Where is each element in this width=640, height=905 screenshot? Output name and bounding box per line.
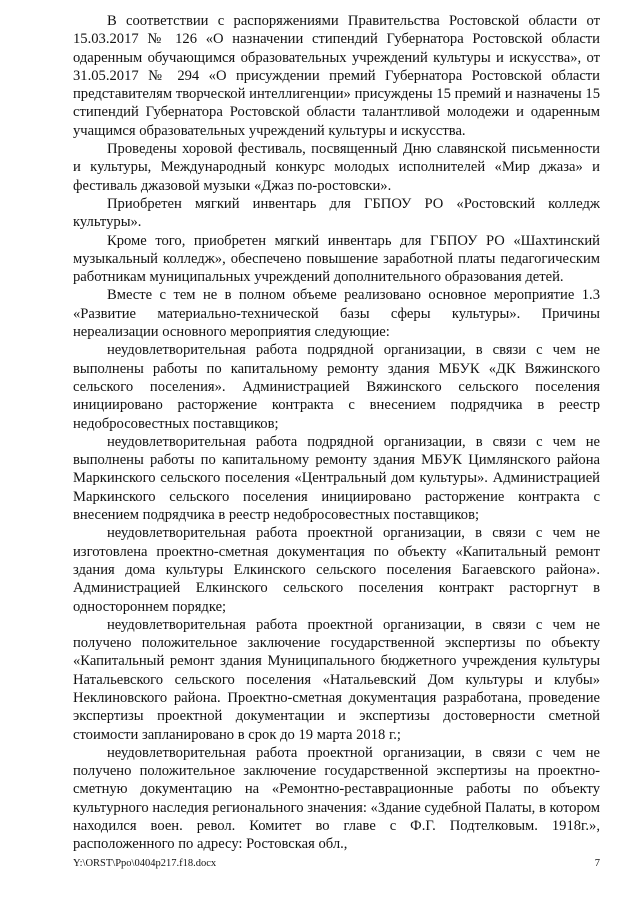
paragraph-shakhty-college: Кроме того, приобретен мягкий инвентарь для ГБПОУ РО «Шахтинский музыкальный колледж», обеспечено повышение заработной платы педагогическим работникам муниципальных учреждений дополнительного образования детей. [73, 232, 600, 286]
paragraph-reason-natalyevsky: неудовлетворительная работа проектной организации, в связи с чем не получено положительное заключение государственной экспертизы по объекту «Капитальный ремонт здания Муниципального бюджетного учреждения культуры Натальевского сельского поселения «Натальевский Дом культуры и клубы» Неклиновского района. Проектно-сметная документация разработана, проведение экспертизы проектной документации и экспертизы достоверности сметной стоимости запланировано в срок до 19 марта 2018 г.; [73, 616, 600, 743]
paragraph-reason-markinsky: неудовлетворительная работа подрядной организации, в связи с чем не выполнены работы по капитальному ремонту здания МБУК Цимлянского района Маркинского сельского поселения «Центральный дом культуры». Администрацией Маркинского сельского поселения инициировано расторжение контракта с внесением подрядчика в реестр недобросовестных поставщиков; [73, 433, 600, 524]
paragraph-scholarships: В соответствии с распоряжениями Правительства Ростовской области от 15.03.2017 № 126 «О назначении стипендий Губернатора Ростовской области одаренным обучающимся образовательных учреждений культуры и искусства», от 31.05.2017 № 294 «О присуждении премий Губернатора Ростовской области представителям творческой интеллигенции» присуждены 15 премий и назначены 15 стипендий Губернатора Ростовской области талантливой молодежи и одаренным учащимся образовательных учреждений культуры и искусства. [73, 13, 600, 139]
paragraph-not-implemented: Вместе с тем не в полном объеме реализовано основное мероприятие 1.3 «Развитие материально-технической базы сферы культуры». Причины нереализации основного мероприятия следующие: [73, 287, 600, 341]
document-body [73, 12, 600, 854]
page-footer [73, 857, 600, 870]
paragraph-rostov-college: Приобретен мягкий инвентарь для ГБПОУ РО «Ростовский колледж культуры». [73, 195, 600, 231]
footer-file-path: Y:\ORST\Ppo\0404p217.f18.docx [73, 858, 217, 869]
paragraph-festivals: Проведены хоровой фестиваль, посвященный Дню славянской письменности и культуры, Международный конкурс молодых исполнителей «Мир джаза» и фестиваль джазовой музыки «Джаз по-ростовски». [73, 141, 600, 194]
paragraph-reason-court-chamber: неудовлетворительная работа проектной организации, в связи с чем не получено положительное заключение государственной экспертизы на проектно-сметную документацию на «Ремонтно-реставрационные работы по объекту культурного наследия регионального значения: «Здание судебной Палаты, в котором находился воен. револ. Комитет во главе с Ф.Г. Подтелковым. 1918г.», расположенного по адресу: Ростовская обл., [73, 744, 600, 853]
page-number: 7 [594, 858, 600, 869]
paragraph-reason-elkinsky: неудовлетворительная работа проектной организации, в связи с чем не изготовлена проектно-сметная документация по объекту «Капитальный ремонт здания дома культуры Елкинского сельского поселения Багаевского района». Администрацией Елкинского сельского поселения контракт расторгнут в одностороннем порядке; [73, 525, 600, 615]
paragraph-reason-vyazhinsky: неудовлетворительная работа подрядной организации, в связи с чем не выполнены работы по капитальному ремонту здания МБУК «ДК Вяжинского сельского поселения». Администрацией Вяжинского сельского поселения инициировано расторжение контракта с внесением подрядчика в реестр недобросовестных поставщиков; [73, 342, 600, 432]
